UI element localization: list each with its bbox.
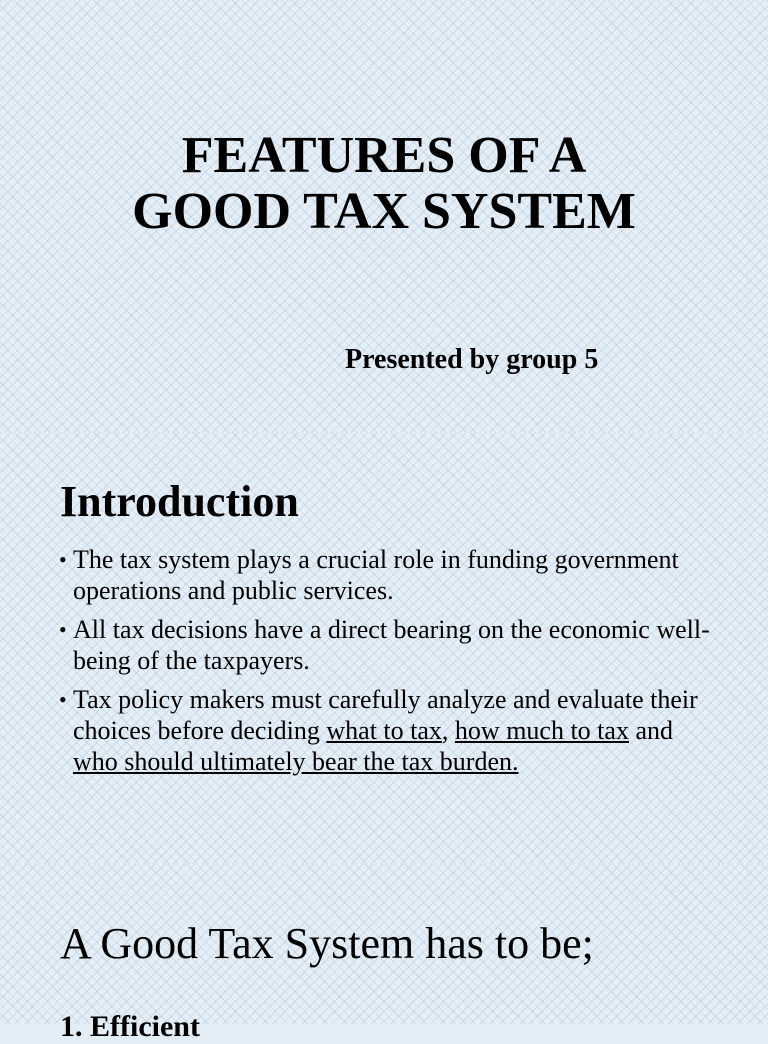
underlined-phrase-tax-burden: who should ultimately bear the tax burden.	[73, 747, 519, 776]
introduction-heading: Introduction	[60, 477, 299, 526]
separator-text: and	[628, 716, 673, 745]
bullet-icon: •	[59, 687, 67, 712]
presenter-subtitle: Presented by group 5	[345, 344, 599, 375]
slide-good-tax-system	[0, 864, 768, 1043]
underlined-phrase-how-much-to-tax: how much to tax	[454, 716, 629, 745]
bullet-icon: •	[59, 547, 67, 572]
bullet-text: Tax policy makers must carefully analyze and evaluate their choices before deciding	[73, 685, 698, 745]
numbered-item-efficient: 1. Efficient	[60, 1010, 200, 1043]
slide-introduction	[0, 432, 768, 864]
bullet-icon: •	[59, 617, 67, 642]
slide-title	[0, 0, 768, 432]
bullet-item	[58, 544, 718, 606]
introduction-bullet-list	[58, 544, 718, 785]
separator-text: ,	[441, 716, 455, 745]
good-tax-system-heading: A Good Tax System has to be;	[60, 919, 594, 968]
bullet-text: The tax system plays a crucial role in funding government operations and public services.	[73, 545, 679, 605]
title-line-2: GOOD TAX SYSTEM	[132, 183, 636, 240]
title-line-1: FEATURES OF A	[181, 127, 587, 184]
bullet-text: All tax decisions have a direct bearing on the economic well-being of the taxpayers.	[73, 615, 710, 675]
bullet-item	[58, 614, 718, 676]
bullet-item	[58, 684, 718, 777]
underlined-phrase-what-to-tax: what to tax	[326, 716, 442, 745]
slide-title-heading	[0, 128, 768, 240]
